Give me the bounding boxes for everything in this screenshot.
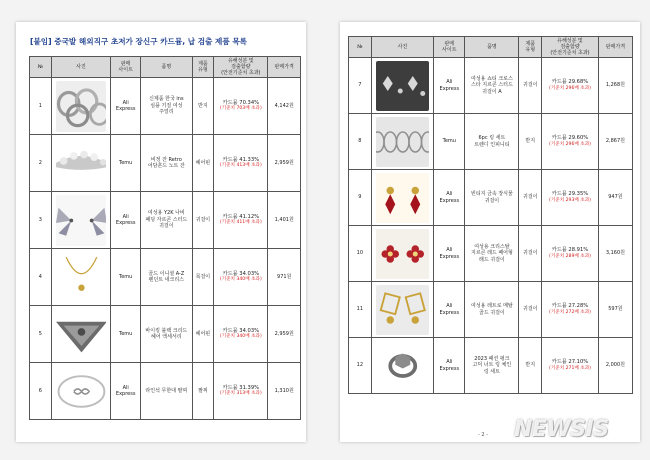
page-number: - 2 -	[478, 432, 488, 438]
column-header: 판매 사이트	[111, 57, 141, 78]
seller-site: Ali Express	[434, 338, 465, 394]
hazard-result	[214, 249, 268, 306]
product-photo-cell	[51, 306, 111, 363]
column-header: 품명	[141, 57, 192, 78]
table-body-left	[30, 78, 301, 420]
product-photo-cell	[371, 114, 433, 170]
seller-site: Ali Express	[434, 282, 465, 338]
product-photo	[56, 252, 107, 303]
product-photo-cell	[371, 170, 433, 226]
sale-price: 2,959원	[268, 135, 301, 192]
document-title: [붙임] 중국발 해외직구 초저가 장신구 카드뮴, 납 검출 제품 목록	[30, 37, 248, 46]
product-name: 여성용 크리스탈 지르콘 레드 페어형 래드 귀걸이	[465, 226, 519, 282]
product-type: 헤어핀	[192, 135, 214, 192]
hazard-result	[542, 282, 599, 338]
sale-price: 2,000원	[598, 338, 632, 394]
column-header: 유해성분 및 검출함량 (안전기준치 초과)	[214, 57, 268, 78]
cadmium-content: 카드뮴 34.03%	[222, 270, 260, 277]
product-row	[30, 363, 301, 420]
product-row	[30, 192, 301, 249]
table-header-row	[349, 37, 633, 58]
cadmium-content: 카드뮴 27.28%	[551, 303, 589, 309]
seller-site: Temu	[111, 135, 141, 192]
product-photo	[376, 285, 430, 335]
product-number: 1	[30, 78, 52, 135]
standard-exceed-note: (기준치 413배 초과)	[219, 163, 262, 168]
standard-exceed-note: (기준치 340배 초과)	[219, 334, 262, 339]
cadmium-content: 카드뮴 27.10%	[551, 359, 589, 365]
hazard-result	[214, 78, 268, 135]
cadmium-content: 카드뮴 34.03%	[222, 327, 260, 334]
cadmium-content: 카드뮴 29.35%	[551, 191, 589, 197]
standard-exceed-note: (기준치 296배 초과)	[549, 141, 591, 147]
product-photo	[56, 366, 107, 417]
column-header: 판매가격	[598, 37, 632, 58]
sale-price: 2,867원	[598, 114, 632, 170]
product-table-left	[29, 56, 301, 420]
sale-price: 4,142원	[268, 78, 301, 135]
product-number: 9	[349, 170, 372, 226]
product-name: 여성용 Y2K 나비 패딩 자르콘 스터드 귀걸이	[141, 192, 192, 249]
column-header: 품명	[465, 37, 519, 58]
product-type: 귀걸이	[519, 170, 542, 226]
standard-exceed-note: (기준치 289배 초과)	[549, 253, 591, 259]
product-photo	[56, 309, 107, 360]
sale-price: 2,959원	[268, 306, 301, 363]
product-type: 귀걸이	[519, 282, 542, 338]
product-row	[349, 226, 633, 282]
sale-price: 1,268원	[598, 58, 632, 114]
standard-exceed-note: (기준치 296배 초과)	[549, 85, 591, 91]
product-type: 목걸이	[192, 249, 214, 306]
product-row	[349, 282, 633, 338]
product-name: 여성용 쇼티 크로스 스타 지르콘 스터드 귀걸이 A	[465, 58, 519, 114]
product-name: 여성용 레트로 메탈 골드 귀걸이	[465, 282, 519, 338]
column-header: 사진	[371, 37, 433, 58]
cadmium-content: 카드뮴 31.39%	[222, 384, 260, 391]
product-type: 귀걸이	[519, 58, 542, 114]
product-type: 반지	[519, 338, 542, 394]
column-header: №	[349, 37, 372, 58]
product-photo-cell	[51, 192, 111, 249]
seller-site: Temu	[434, 114, 465, 170]
document-page-right	[340, 22, 640, 442]
product-photo-cell	[51, 249, 111, 306]
product-number: 3	[30, 192, 52, 249]
product-photo-cell	[51, 78, 111, 135]
product-row	[30, 78, 301, 135]
cadmium-content: 카드뮴 41.33%	[222, 156, 260, 163]
product-row	[30, 135, 301, 192]
standard-exceed-note: (기준치 293배 초과)	[549, 197, 591, 203]
standard-exceed-note: (기준치 703배 초과)	[219, 106, 262, 111]
product-number: 12	[349, 338, 372, 394]
hazard-result	[214, 135, 268, 192]
hazard-result	[542, 338, 599, 394]
column-header: 제품 유형	[192, 57, 214, 78]
seller-site: Ali Express	[434, 226, 465, 282]
seller-site: Ali Express	[111, 363, 141, 420]
standard-exceed-note: (기준치 272배 초과)	[549, 309, 591, 315]
cadmium-content: 카드뮴 28.91%	[551, 247, 589, 253]
seller-site: Temu	[111, 249, 141, 306]
product-photo	[376, 173, 430, 223]
table-header-row	[30, 57, 301, 78]
product-photo	[56, 195, 107, 246]
seller-site: Ali Express	[111, 192, 141, 249]
product-photo	[376, 229, 430, 279]
product-name: 라인석 무한대 팔찌	[141, 363, 192, 420]
column-header: 사진	[51, 57, 111, 78]
product-row	[30, 306, 301, 363]
newsis-watermark: NEWSIS	[514, 417, 609, 442]
sale-price: 1,401원	[268, 192, 301, 249]
product-type: 귀걸이	[519, 226, 542, 282]
product-photo-cell	[51, 135, 111, 192]
hazard-result	[542, 58, 599, 114]
cadmium-content: 카드뮴 29.60%	[551, 135, 589, 141]
product-type: 반지	[192, 78, 214, 135]
hazard-result	[542, 226, 599, 282]
sale-price: 597원	[598, 282, 632, 338]
product-photo-cell	[371, 226, 433, 282]
product-row	[349, 114, 633, 170]
seller-site: Ali Express	[434, 58, 465, 114]
product-photo-cell	[371, 58, 433, 114]
product-type: 반지	[519, 114, 542, 170]
product-photo-cell	[371, 338, 433, 394]
column-header: №	[30, 57, 52, 78]
product-number: 11	[349, 282, 372, 338]
column-header: 판매가격	[268, 57, 301, 78]
sale-price: 971원	[268, 249, 301, 306]
standard-exceed-note: (기준치 313배 초과)	[219, 391, 262, 396]
product-name: 골드 이니셜 A-Z 펜던트 네크리스	[141, 249, 192, 306]
product-type: 팔찌	[192, 363, 214, 420]
product-photo	[376, 117, 430, 167]
product-photo	[56, 81, 107, 132]
standard-exceed-note: (기준치 271배 초과)	[549, 365, 591, 371]
product-row	[30, 249, 301, 306]
hazard-result	[542, 170, 599, 226]
seller-site: Ali Express	[434, 170, 465, 226]
product-table-right	[348, 36, 633, 394]
column-header: 유해성분 및 검출함량 (안전기준치 초과)	[542, 37, 599, 58]
standard-exceed-note: (기준치 340배 초과)	[219, 277, 262, 282]
product-type: 귀걸이	[192, 192, 214, 249]
cadmium-content: 카드뮴 29.68%	[551, 79, 589, 85]
column-header: 제품 유형	[519, 37, 542, 58]
column-header: 판매 사이트	[434, 37, 465, 58]
hazard-result	[214, 363, 268, 420]
cadmium-content: 카드뮴 70.34%	[222, 99, 260, 106]
product-name: 신제품 한국 ins 심플 기질 여성 주얼리	[141, 78, 192, 135]
product-number: 8	[349, 114, 372, 170]
sale-price: 3,160원	[598, 226, 632, 282]
product-name: 빈티지 금속 장식물 귀걸이	[465, 170, 519, 226]
table-body-right	[349, 58, 633, 394]
sale-price: 947원	[598, 170, 632, 226]
standard-exceed-note: (기준치 411배 초과)	[219, 220, 262, 225]
product-name: 6pc 링 세트 트렌디 인피니티	[465, 114, 519, 170]
sale-price: 1,310원	[268, 363, 301, 420]
hazard-result	[542, 114, 599, 170]
product-number: 4	[30, 249, 52, 306]
seller-site: Temu	[111, 306, 141, 363]
product-photo-cell	[51, 363, 111, 420]
hazard-result	[214, 306, 268, 363]
seller-site: Ali Express	[111, 78, 141, 135]
product-name: 비정 잔 Retro 어담흔드 노트 잔	[141, 135, 192, 192]
product-row	[349, 170, 633, 226]
product-photo-cell	[371, 282, 433, 338]
product-photo	[56, 138, 107, 189]
product-name: 바이킹 블랙 크리드 헤어 액세서리	[141, 306, 192, 363]
product-number: 6	[30, 363, 52, 420]
product-row	[349, 338, 633, 394]
product-number: 7	[349, 58, 372, 114]
product-number: 5	[30, 306, 52, 363]
product-number: 10	[349, 226, 372, 282]
product-row	[349, 58, 633, 114]
cadmium-content: 카드뮴 41.12%	[222, 213, 260, 220]
product-type: 헤어핀	[192, 306, 214, 363]
product-photo	[376, 61, 430, 111]
product-number: 2	[30, 135, 52, 192]
product-photo	[376, 341, 430, 391]
document-page-left	[16, 22, 306, 442]
product-name: 2023 패션 펑크 고딕 너트 링 체인 링 세트	[465, 338, 519, 394]
hazard-result	[214, 192, 268, 249]
